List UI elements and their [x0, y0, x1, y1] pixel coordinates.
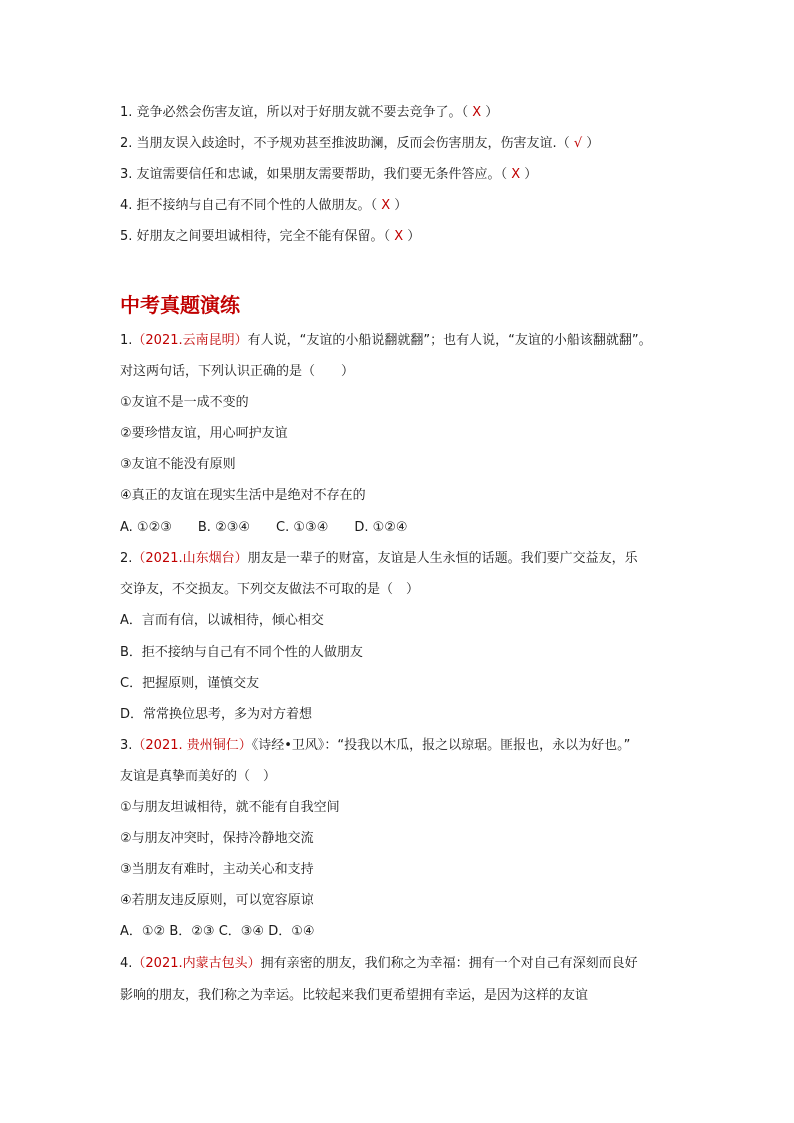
judgment-number: 5. — [120, 229, 133, 244]
section-title: 中考真题演练 — [120, 293, 240, 317]
question-1-options: A. ①②③ B. ②③④ C. ①③④ D. ①②④ — [120, 520, 408, 535]
judgment-number: 3. — [120, 167, 133, 182]
judgment-number: 4. — [120, 198, 133, 213]
question-2-option-c: C．把握原则，谨慎交友 — [120, 676, 260, 691]
question-3-stem: 3.（2021. 贵州铜仁）《诗经•卫风》：“投我以木瓜，报之以琼琚。匪报也，永以为好也。” — [120, 738, 631, 753]
question-3-stem-cont: 友谊是真挚而美好的（ ） — [120, 769, 277, 784]
question-source: （2021.山东烟台） — [132, 551, 248, 566]
question-2-option-a: A．言而有信，以诚相待，倾心相交 — [120, 613, 324, 628]
wrong-mark: X — [381, 198, 391, 213]
question-2-stem: 2.（2021.山东烟台）朋友是一辈子的财富，友谊是人生永恒的话题。我们要广交益友，乐 — [120, 551, 638, 566]
question-3-item: ②与朋友冲突时，保持冷静地交流 — [120, 831, 314, 846]
question-1-stem-cont: 对这两句话，下列认识正确的是（ ） — [120, 364, 355, 379]
question-1-stem: 1.（2021.云南昆明）有人说，“友谊的小船说翻就翻”；也有人说，“友谊的小船该翻就翻”。 — [120, 333, 652, 348]
judgment-number: 1. — [120, 105, 133, 120]
question-2-stem-cont: 交诤友，不交损友。下列交友做法不可取的是（ ） — [120, 582, 420, 597]
judgment-text: 好朋友之间要坦诚相待，完全不能有保留。 — [136, 229, 384, 244]
check-mark: √ — [573, 136, 583, 151]
judgment-number: 2. — [120, 136, 133, 151]
question-3-item: ③当朋友有难时，主动关心和支持 — [120, 862, 314, 877]
judgment-text: 拒不接纳与自己有不同个性的人做朋友。 — [136, 198, 371, 213]
question-number: 1. — [120, 333, 133, 348]
question-3-options: A．①② B．②③ C．③④ D．①④ — [120, 924, 315, 939]
question-source: （2021. 贵州铜仁） — [132, 738, 252, 753]
judgment-1: 1. 竞争必然会伤害友谊，所以对于好朋友就不要去竞争了。（ X ） — [120, 105, 499, 120]
wrong-mark: X — [511, 167, 521, 182]
wrong-mark: X — [394, 229, 404, 244]
question-4-stem-cont: 影响的朋友，我们称之为幸运。比较起来我们更希望拥有幸运，是因为这样的友谊 — [120, 988, 589, 1003]
question-4-stem: 4.（2021.内蒙古包头）拥有亲密的朋友，我们称之为幸福：拥有一个对自己有深刻而良好 — [120, 956, 638, 971]
judgment-text: 友谊需要信任和忠诚，如果朋友需要帮助，我们要无条件答应。 — [136, 167, 501, 182]
question-number: 4. — [120, 956, 133, 971]
question-1-item: ②要珍惜友谊，用心呵护友谊 — [120, 426, 288, 441]
question-source: （2021.云南昆明） — [132, 333, 248, 348]
question-source: （2021.内蒙古包头） — [132, 956, 261, 971]
question-1-item: ④真正的友谊在现实生活中是绝对不存在的 — [120, 488, 366, 503]
judgment-5: 5. 好朋友之间要坦诚相待，完全不能有保留。（ X ） — [120, 229, 421, 244]
question-2-option-d: D．常常换位思考，多为对方着想 — [120, 707, 313, 722]
judgment-3: 3. 友谊需要信任和忠诚，如果朋友需要帮助，我们要无条件答应。（ X ） — [120, 167, 538, 182]
question-1-item: ③友谊不能没有原则 — [120, 457, 236, 472]
judgment-text: 竞争必然会伤害友谊，所以对于好朋友就不要去竞争了。 — [136, 105, 462, 120]
question-number: 2. — [120, 551, 133, 566]
question-2-option-b: B．拒不接纳与自己有不同个性的人做朋友 — [120, 645, 363, 660]
question-3-item: ④若朋友违反原则，可以宽容原谅 — [120, 893, 314, 908]
question-3-item: ①与朋友坦诚相待，就不能有自我空间 — [120, 800, 340, 815]
question-1-item: ①友谊不是一成不变的 — [120, 395, 249, 410]
judgment-2: 2. 当朋友误入歧途时，不予规劝甚至推波助澜，反而会伤害朋友，伤害友谊.（ √ ） — [120, 136, 600, 151]
judgment-text: 当朋友误入歧途时，不予规劝甚至推波助澜，反而会伤害朋友，伤害友谊. — [136, 136, 557, 151]
judgment-4: 4. 拒不接纳与自己有不同个性的人做朋友。（ X ） — [120, 198, 408, 213]
wrong-mark: X — [472, 105, 482, 120]
question-number: 3. — [120, 738, 133, 753]
